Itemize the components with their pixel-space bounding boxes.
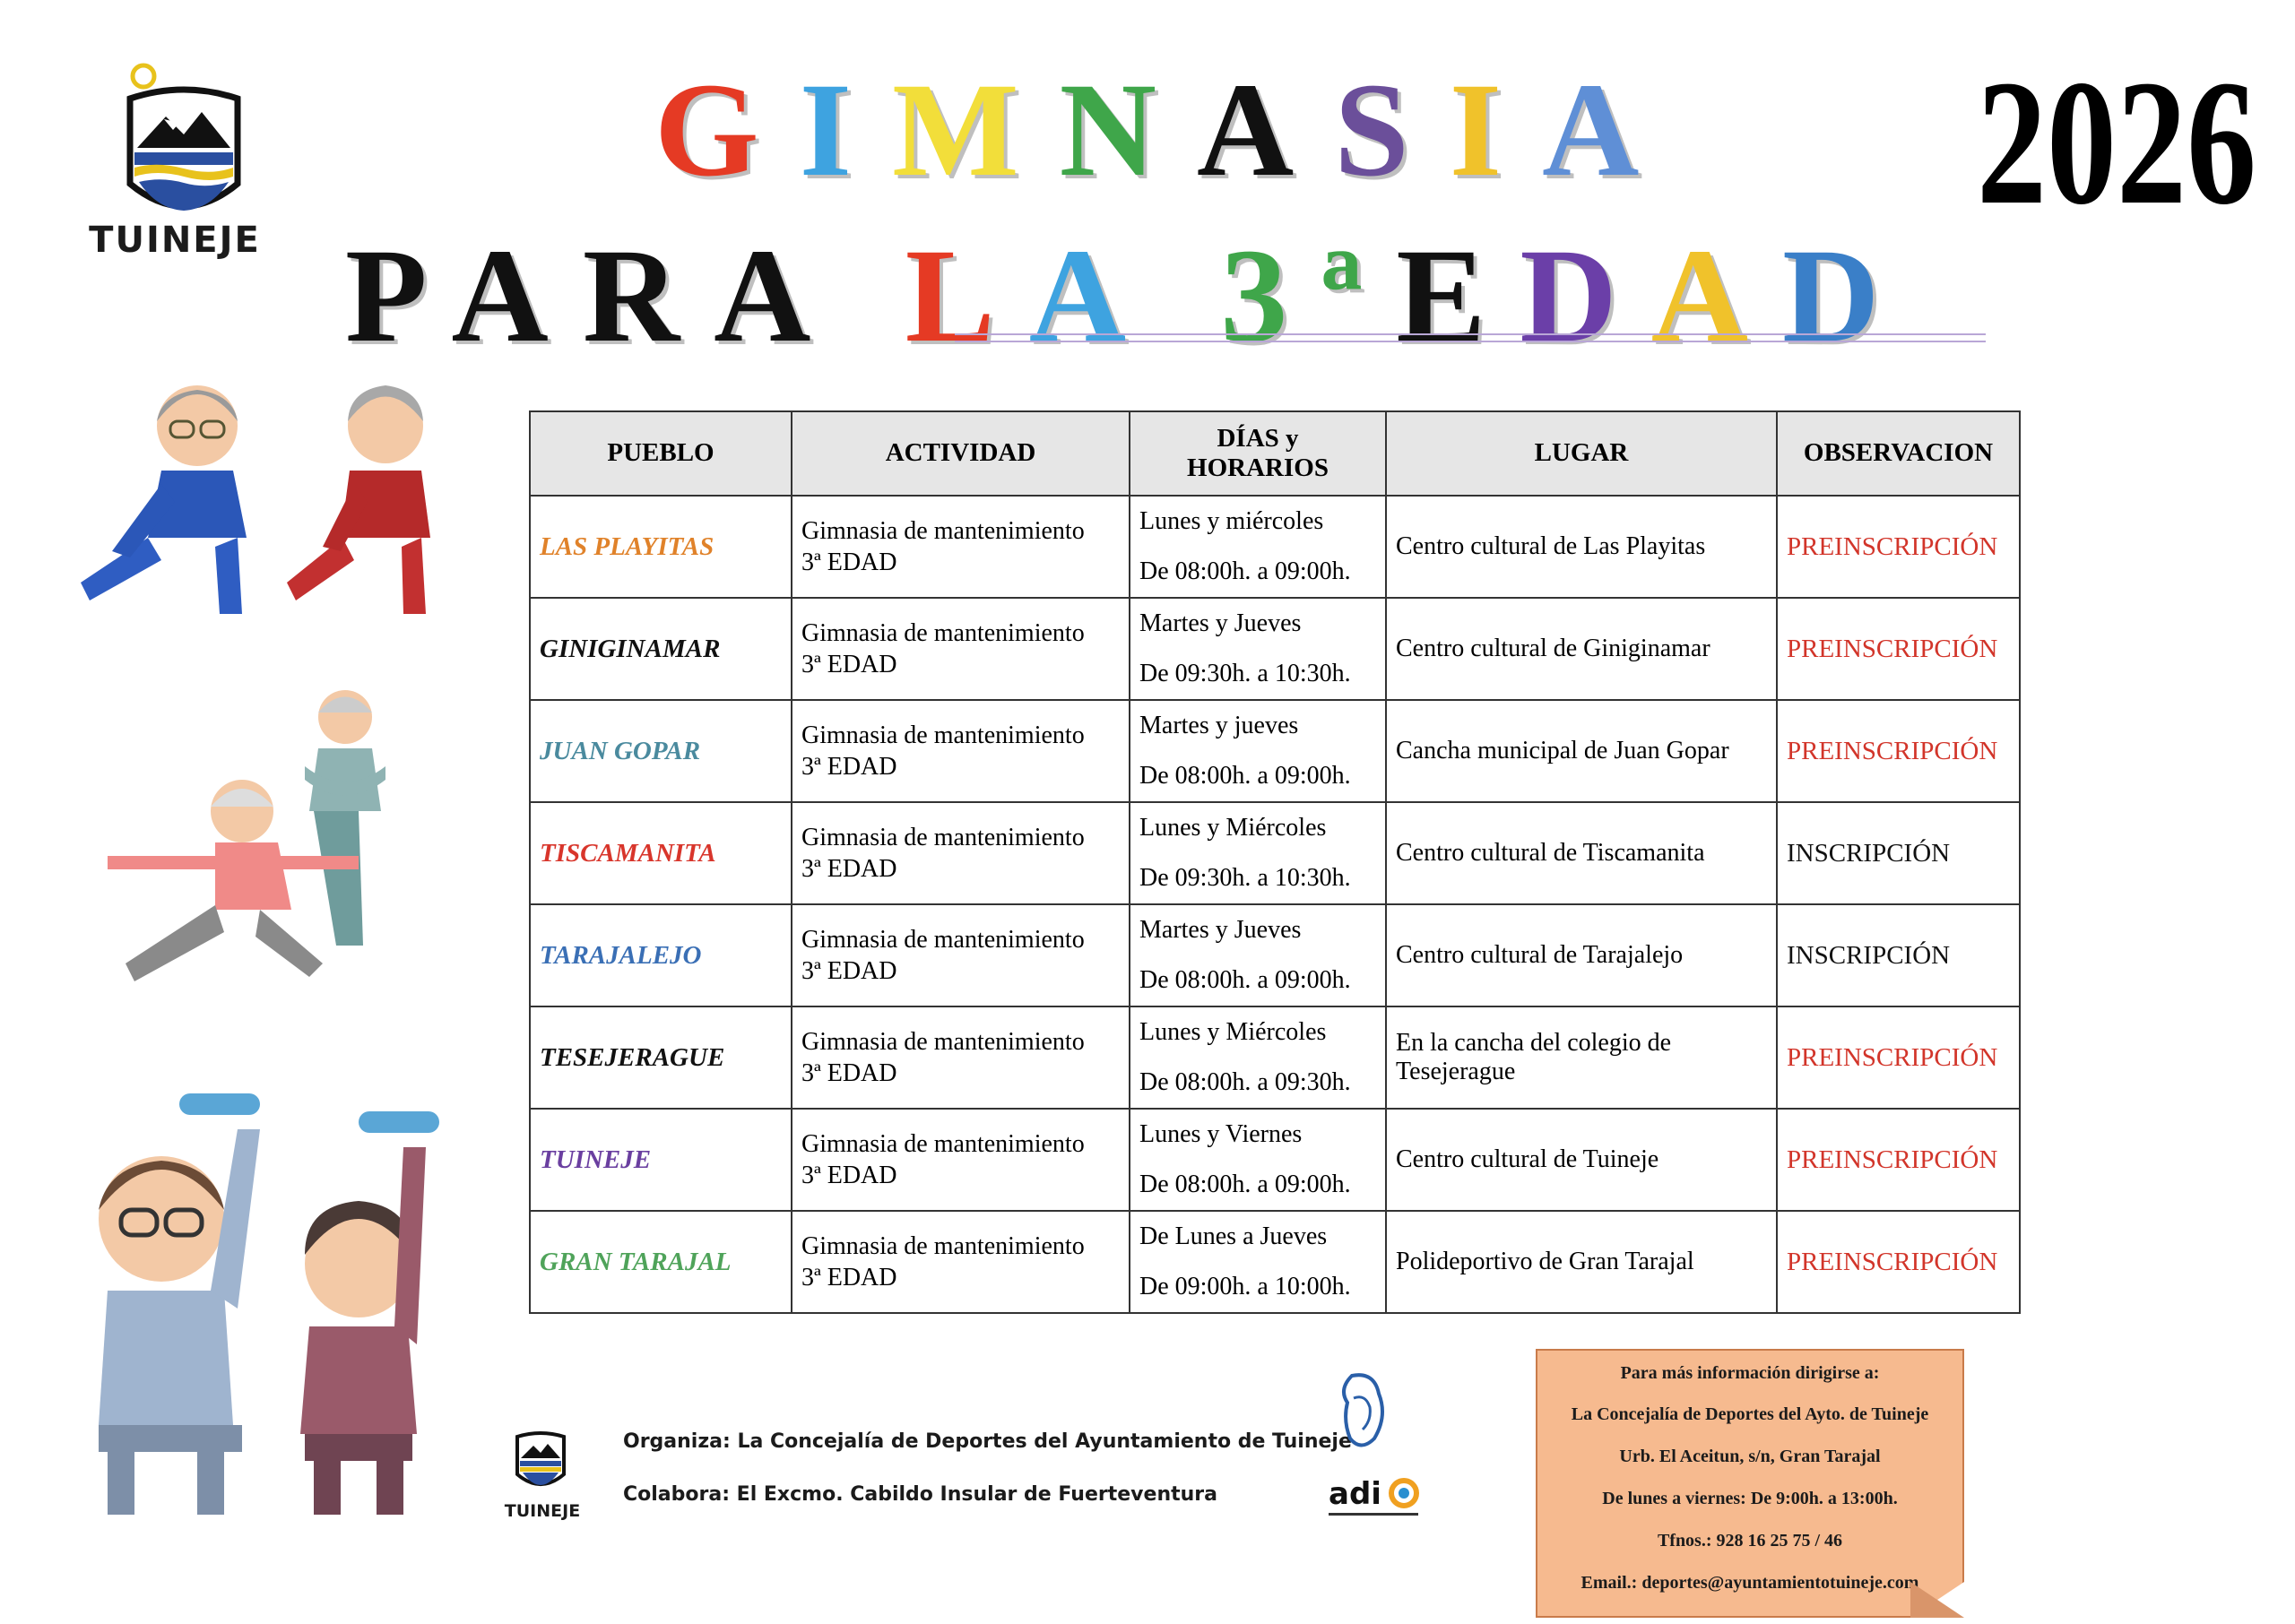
cell-observacion: INSCRIPCIÓN: [1777, 904, 2020, 1006]
cell-observacion: PREINSCRIPCIÓN: [1777, 496, 2020, 598]
cell-lugar: En la cancha del colegio de Tesejerague: [1386, 1006, 1777, 1109]
cell-dias-horarios: [1130, 496, 1386, 598]
cell-actividad: [792, 598, 1130, 700]
header-pueblo: PUEBLO: [530, 411, 792, 496]
cell-observacion: PREINSCRIPCIÓN: [1777, 1211, 2020, 1313]
cell-actividad: [792, 904, 1130, 1006]
svg-text:adi: adi: [1329, 1476, 1381, 1512]
header-actividad: ACTIVIDAD: [792, 411, 1130, 496]
line1-letter-7: A: [1542, 56, 1680, 204]
cell-pueblo: TUINEJE: [530, 1109, 792, 1211]
cell-pueblo: GINIGINAMAR: [530, 598, 792, 700]
horario-text: De 08:00h. a 09:30h.: [1139, 1068, 1351, 1096]
header-observacion: OBSERVACION: [1777, 411, 2020, 496]
horario-text: De 09:30h. a 10:30h.: [1139, 864, 1351, 892]
line2-letter-2: R: [582, 221, 714, 370]
cell-pueblo: LAS PLAYITAS: [530, 496, 792, 598]
line2-letter-5: L: [905, 221, 1029, 370]
actividad-line2: 3ª EDAD: [801, 855, 897, 883]
horario-text: De 09:30h. a 10:30h.: [1139, 660, 1351, 687]
table-row: [530, 802, 2020, 904]
stretching-seniors-illustration: [27, 358, 457, 627]
line2-letter-8: 3ª: [1220, 221, 1397, 370]
actividad-line1: Gimnasia de mantenimiento: [801, 1232, 1085, 1260]
cell-actividad: [792, 496, 1130, 598]
line1-letter-6: I: [1449, 56, 1543, 204]
dumbbell-seniors-illustration: [54, 1075, 502, 1524]
line2-letter-9: E: [1396, 221, 1520, 370]
partner-logo-1: [1325, 1367, 1397, 1456]
cell-lugar: Polideportivo de Gran Tarajal: [1386, 1211, 1777, 1313]
table-row: [530, 700, 2020, 802]
info-line-3: Urb. El Aceitun, s/n, Gran Tarajal: [1619, 1447, 1881, 1466]
line1-letter-2: M: [892, 56, 1060, 204]
cell-actividad: [792, 1109, 1130, 1211]
table-row: [530, 1006, 2020, 1109]
header-dias-line1: DÍAS y: [1217, 423, 1299, 453]
cell-lugar: Centro cultural de Tiscamanita: [1386, 802, 1777, 904]
actividad-line1: Gimnasia de mantenimiento: [801, 824, 1085, 851]
dias-text: Martes y jueves: [1139, 712, 1299, 740]
actividad-line2: 3ª EDAD: [801, 1162, 897, 1189]
table-row: [530, 496, 2020, 598]
actividad-line2: 3ª EDAD: [801, 753, 897, 781]
header-lugar: LUGAR: [1386, 411, 1777, 496]
table-row: [530, 1109, 2020, 1211]
year: 2026: [1977, 44, 2256, 242]
cell-observacion: INSCRIPCIÓN: [1777, 802, 2020, 904]
actividad-line2: 3ª EDAD: [801, 549, 897, 576]
cell-dias-horarios: [1130, 1006, 1386, 1109]
logo-name: TUINEJE: [89, 220, 261, 261]
info-line-1: Para más información dirigirse a:: [1620, 1363, 1880, 1383]
cell-observacion: PREINSCRIPCIÓN: [1777, 598, 2020, 700]
cell-pueblo: GRAN TARAJAL: [530, 1211, 792, 1313]
cell-dias-horarios: [1130, 1211, 1386, 1313]
cell-observacion: PREINSCRIPCIÓN: [1777, 700, 2020, 802]
actividad-line1: Gimnasia de mantenimiento: [801, 926, 1085, 954]
line1-letter-5: S: [1334, 56, 1450, 204]
schedule-table: [529, 410, 2021, 1314]
line2-letter-6: A: [1028, 221, 1153, 370]
actividad-line2: 3ª EDAD: [801, 651, 897, 678]
cell-dias-horarios: [1130, 1109, 1386, 1211]
actividad-line1: Gimnasia de mantenimiento: [801, 1028, 1085, 1056]
cell-observacion: PREINSCRIPCIÓN: [1777, 1006, 2020, 1109]
line2-letter-3: A: [714, 221, 838, 370]
title-gimnasia: [654, 56, 1680, 204]
note-folded-corner: [1910, 1582, 1964, 1618]
line1-letter-4: A: [1196, 56, 1335, 204]
header-dias: [1130, 411, 1386, 496]
dias-text: Martes y Jueves: [1139, 916, 1302, 945]
line2-letter-1: A: [451, 221, 583, 370]
cell-pueblo: TESEJERAGUE: [530, 1006, 792, 1109]
cell-observacion: PREINSCRIPCIÓN: [1777, 1109, 2020, 1211]
line1-letter-3: N: [1059, 56, 1197, 204]
actividad-line2: 3ª EDAD: [801, 957, 897, 985]
small-tuineje-logo: [505, 1421, 576, 1506]
dias-text: Martes y Jueves: [1139, 609, 1302, 638]
line2-letter-11: A: [1650, 221, 1783, 370]
cell-pueblo: TARAJALEJO: [530, 904, 792, 1006]
header-dias-line2: HORARIOS: [1187, 454, 1329, 482]
info-line-6: Email.: deportes@ayuntamientotuineje.com: [1581, 1573, 1919, 1593]
cell-dias-horarios: [1130, 700, 1386, 802]
yoga-seniors-illustration: [90, 677, 430, 1008]
organiza-text: Organiza: La Concejalía de Deportes del Ayuntamiento de Tuineje: [623, 1430, 1352, 1453]
cell-lugar: Centro cultural de Tuineje: [1386, 1109, 1777, 1211]
cell-actividad: [792, 802, 1130, 904]
info-line-4: De lunes a viernes: De 9:00h. a 13:00h.: [1602, 1489, 1898, 1508]
cell-lugar: Centro cultural de Las Playitas: [1386, 496, 1777, 598]
actividad-line1: Gimnasia de mantenimiento: [801, 721, 1085, 749]
cell-lugar: Cancha municipal de Juan Gopar: [1386, 700, 1777, 802]
cell-dias-horarios: [1130, 904, 1386, 1006]
line2-letter-4: [837, 221, 905, 370]
line2-letter-0: P: [345, 221, 452, 370]
line1-letter-0: G: [654, 56, 800, 204]
actividad-line1: Gimnasia de mantenimiento: [801, 517, 1085, 545]
info-line-5: Tfnos.: 928 16 25 75 / 46: [1657, 1531, 1843, 1551]
dias-text: Lunes y Viernes: [1139, 1120, 1303, 1149]
horario-text: De 08:00h. a 09:00h.: [1139, 557, 1351, 585]
colabora-text: Colabora: El Excmo. Cabildo Insular de Fuerteventura: [623, 1483, 1217, 1506]
horario-text: De 08:00h. a 09:00h.: [1139, 1170, 1351, 1198]
line2-letter-10: D: [1520, 221, 1651, 370]
line2-letter-12: D: [1782, 221, 1914, 370]
table-header-row: [530, 411, 2020, 496]
table-body: [530, 496, 2020, 1313]
info-note: [1536, 1349, 1964, 1618]
adi-logo: [1325, 1470, 1424, 1524]
horario-text: De 08:00h. a 09:00h.: [1139, 966, 1351, 994]
horario-text: De 09:00h. a 10:00h.: [1139, 1273, 1351, 1300]
dias-text: Lunes y Miércoles: [1139, 814, 1327, 842]
table-row: [530, 598, 2020, 700]
actividad-line1: Gimnasia de mantenimiento: [801, 1130, 1085, 1158]
title-para-la-3a-edad: [345, 221, 1914, 370]
actividad-line2: 3ª EDAD: [801, 1264, 897, 1291]
horario-text: De 08:00h. a 09:00h.: [1139, 762, 1351, 790]
dias-text: De Lunes a Jueves: [1139, 1222, 1328, 1251]
cell-actividad: [792, 1211, 1130, 1313]
table-row: [530, 904, 2020, 1006]
actividad-line1: Gimnasia de mantenimiento: [801, 619, 1085, 647]
cell-lugar: Centro cultural de Giniginamar: [1386, 598, 1777, 700]
info-line-2: La Concejalía de Deportes del Ayto. de Tuineje: [1571, 1404, 1929, 1424]
cell-pueblo: TISCAMANITA: [530, 802, 792, 904]
title-underline: [955, 333, 1986, 342]
line2-letter-7: [1153, 221, 1221, 370]
table-row: [530, 1211, 2020, 1313]
small-logo-name: TUINEJE: [504, 1501, 581, 1521]
cell-actividad: [792, 700, 1130, 802]
cell-dias-horarios: [1130, 802, 1386, 904]
cell-pueblo: JUAN GOPAR: [530, 700, 792, 802]
line1-letter-1: I: [799, 56, 893, 204]
dias-text: Lunes y miércoles: [1139, 507, 1324, 536]
cell-actividad: [792, 1006, 1130, 1109]
cell-lugar: Centro cultural de Tarajalejo: [1386, 904, 1777, 1006]
actividad-line2: 3ª EDAD: [801, 1059, 897, 1087]
cell-dias-horarios: [1130, 598, 1386, 700]
dias-text: Lunes y Miércoles: [1139, 1018, 1327, 1047]
